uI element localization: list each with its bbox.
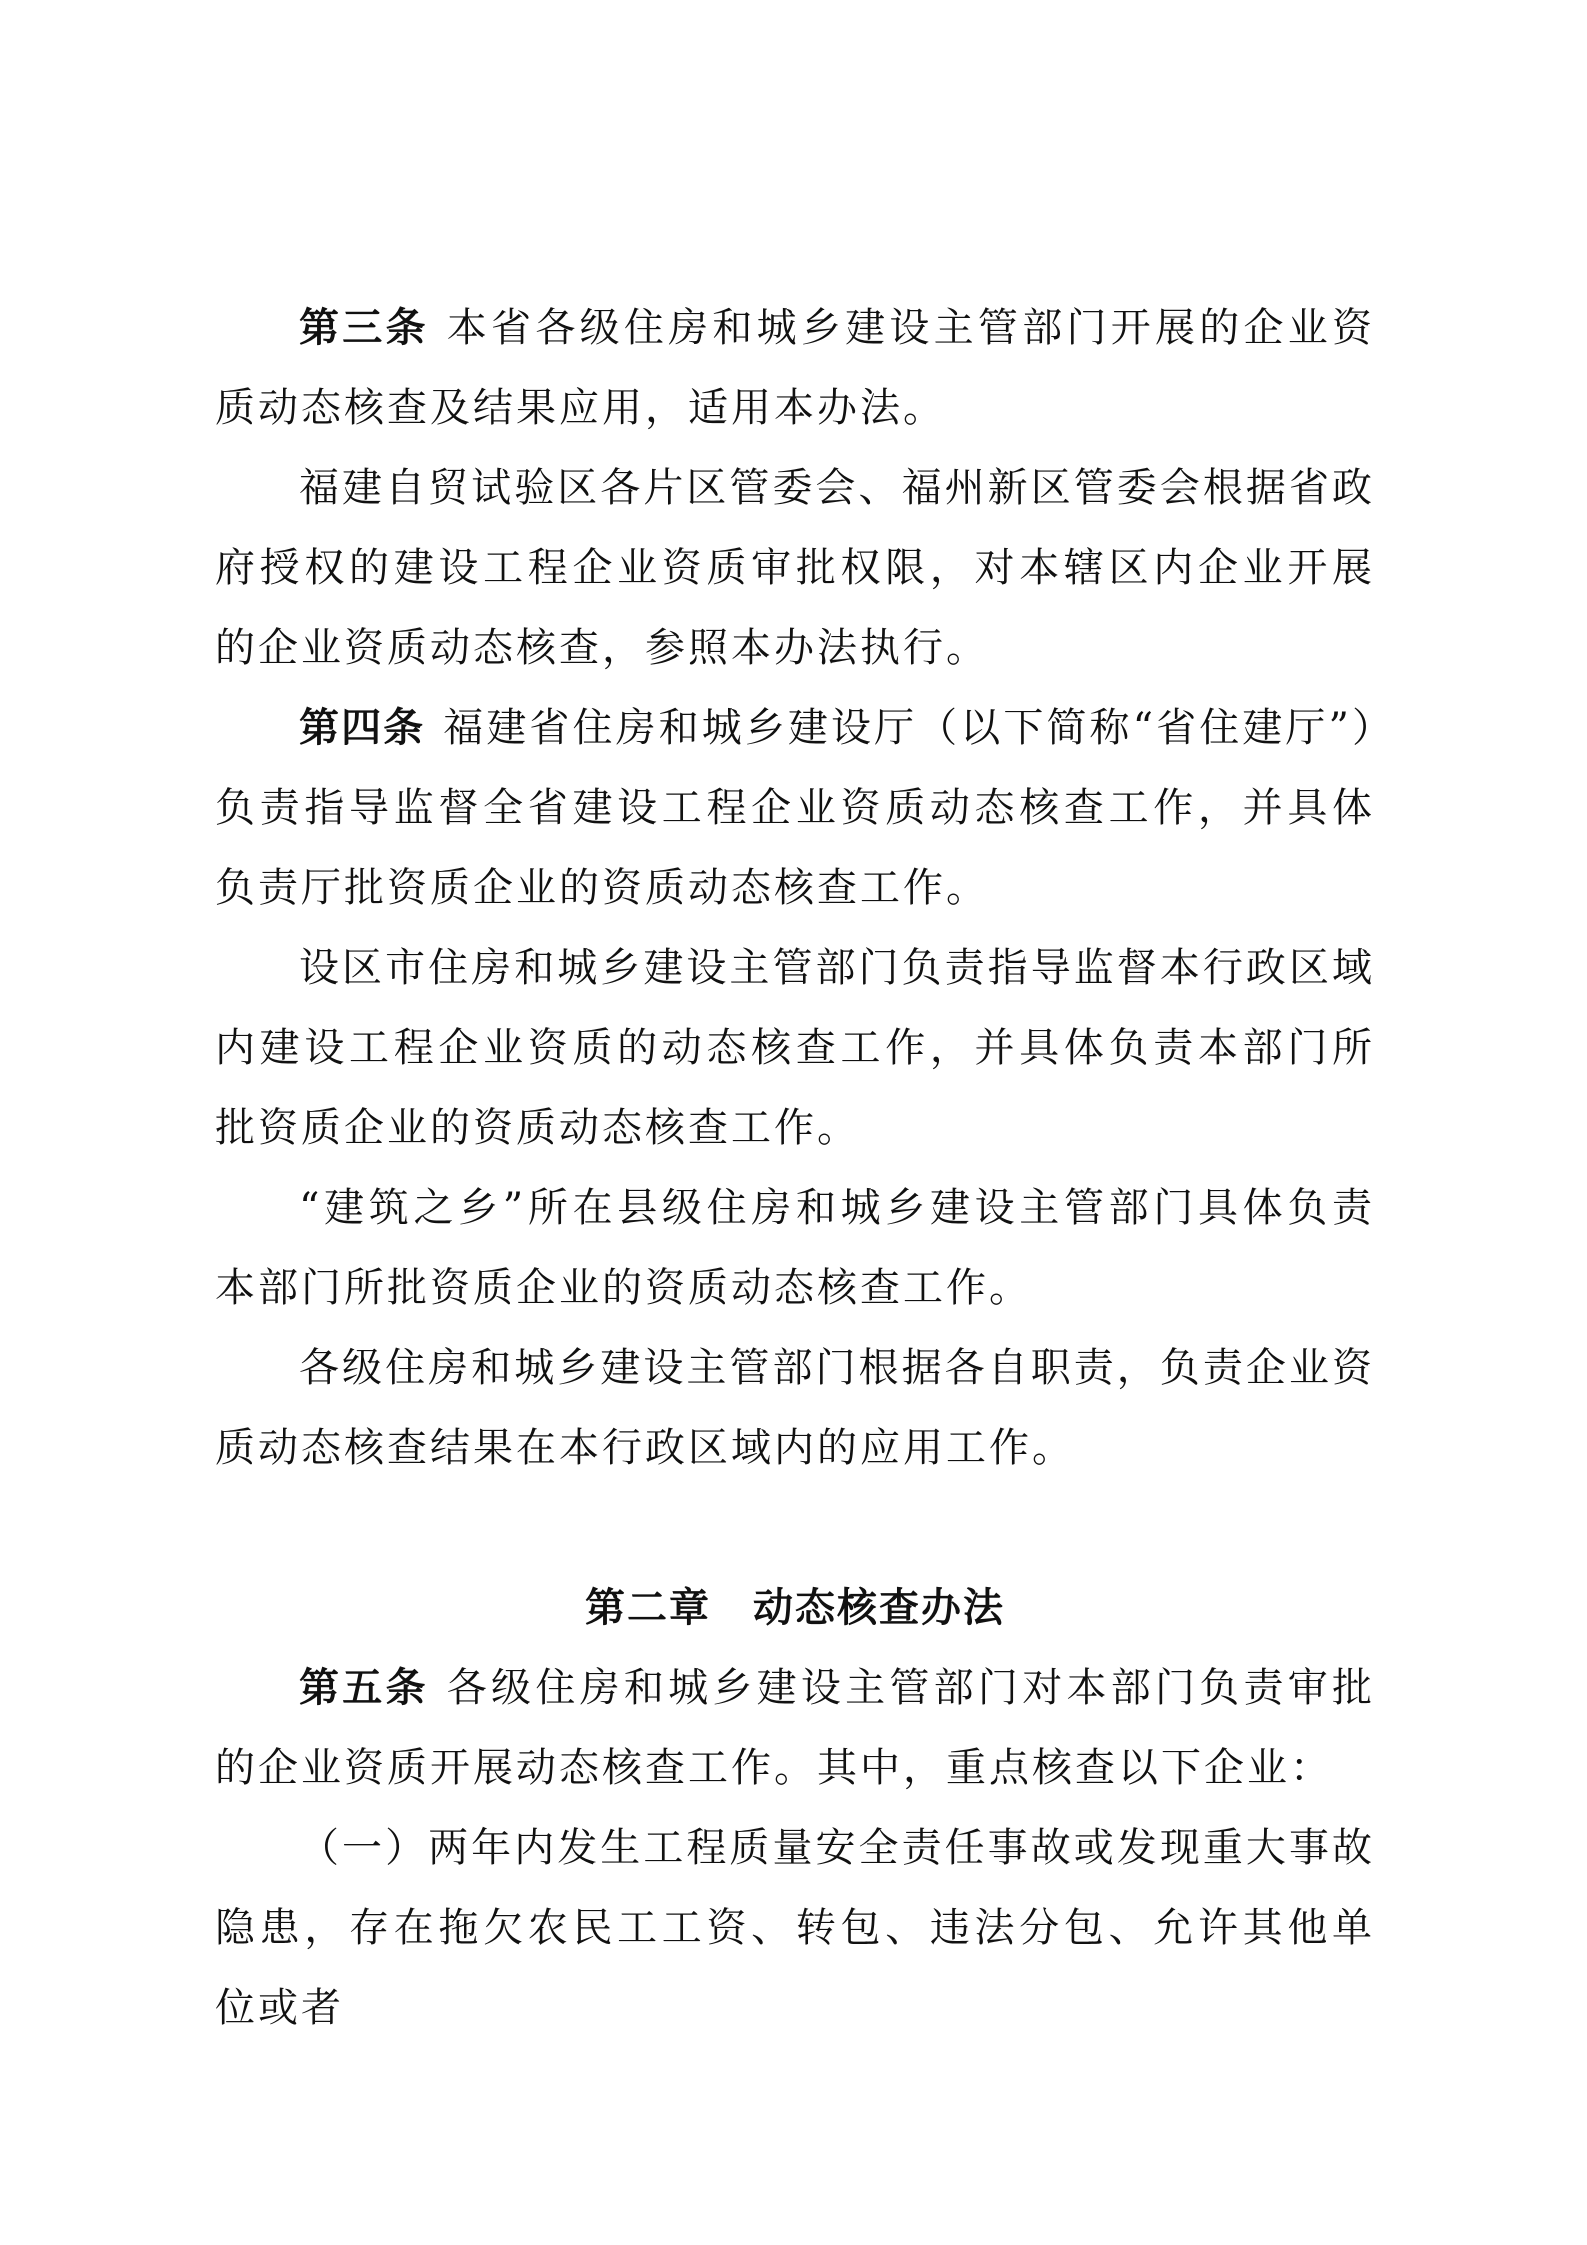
article-3-heading: 第三条 [299,305,429,351]
article-5-paragraph [215,1648,1375,1808]
article-5-heading: 第五条 [299,1665,429,1711]
article-3-paragraph-2: 福建自贸试验区各片区管委会、福州新区管委会根据省政府授权的建设工程企业资质审批权限，对本辖区内企业开展的企业资质动态核查，参照本办法执行。 [215,465,1375,671]
article-3-paragraph [215,288,1375,448]
article-4-heading: 第四条 [299,705,426,751]
article-4-paragraph [215,688,1375,928]
article-3-text: 本省各级住房和城乡建设主管部门开展的企业资质动态核查及结果应用，适用本办法。 [215,305,1376,431]
article-5-item-1: （一）两年内发生工程质量安全责任事故或发现重大事故隐患，存在拖欠农民工工资、转包、违法分包、允许其他单位或者 [215,1825,1375,2031]
article-4-paragraph-3: “建筑之乡”所在县级住房和城乡建设主管部门具体负责本部门所批资质企业的资质动态核查工作。 [215,1185,1375,1311]
article-4-paragraph-4: 各级住房和城乡建设主管部门根据各自职责，负责企业资质动态核查结果在本行政区域内的应用工作。 [215,1345,1375,1471]
article-4-paragraph-2: 设区市住房和城乡建设主管部门负责指导监督本行政区域内建设工程企业资质的动态核查工作，并具体负责本部门所批资质企业的资质动态核查工作。 [215,945,1375,1151]
article-4-text: 福建省住房和城乡建设厅（以下简称“省住建厅”）负责指导监督全省建设工程企业资质动态核查工作，并具体负责厅批资质企业的资质动态核查工作。 [215,705,1376,911]
chapter-2-title: 第二章 动态核查办法 [585,1585,1005,1631]
document-body [215,288,1375,2048]
article-5-text: 各级住房和城乡建设主管部门对本部门负责审批的企业资质开展动态核查工作。其中，重点核查以下企业： [215,1665,1376,1791]
